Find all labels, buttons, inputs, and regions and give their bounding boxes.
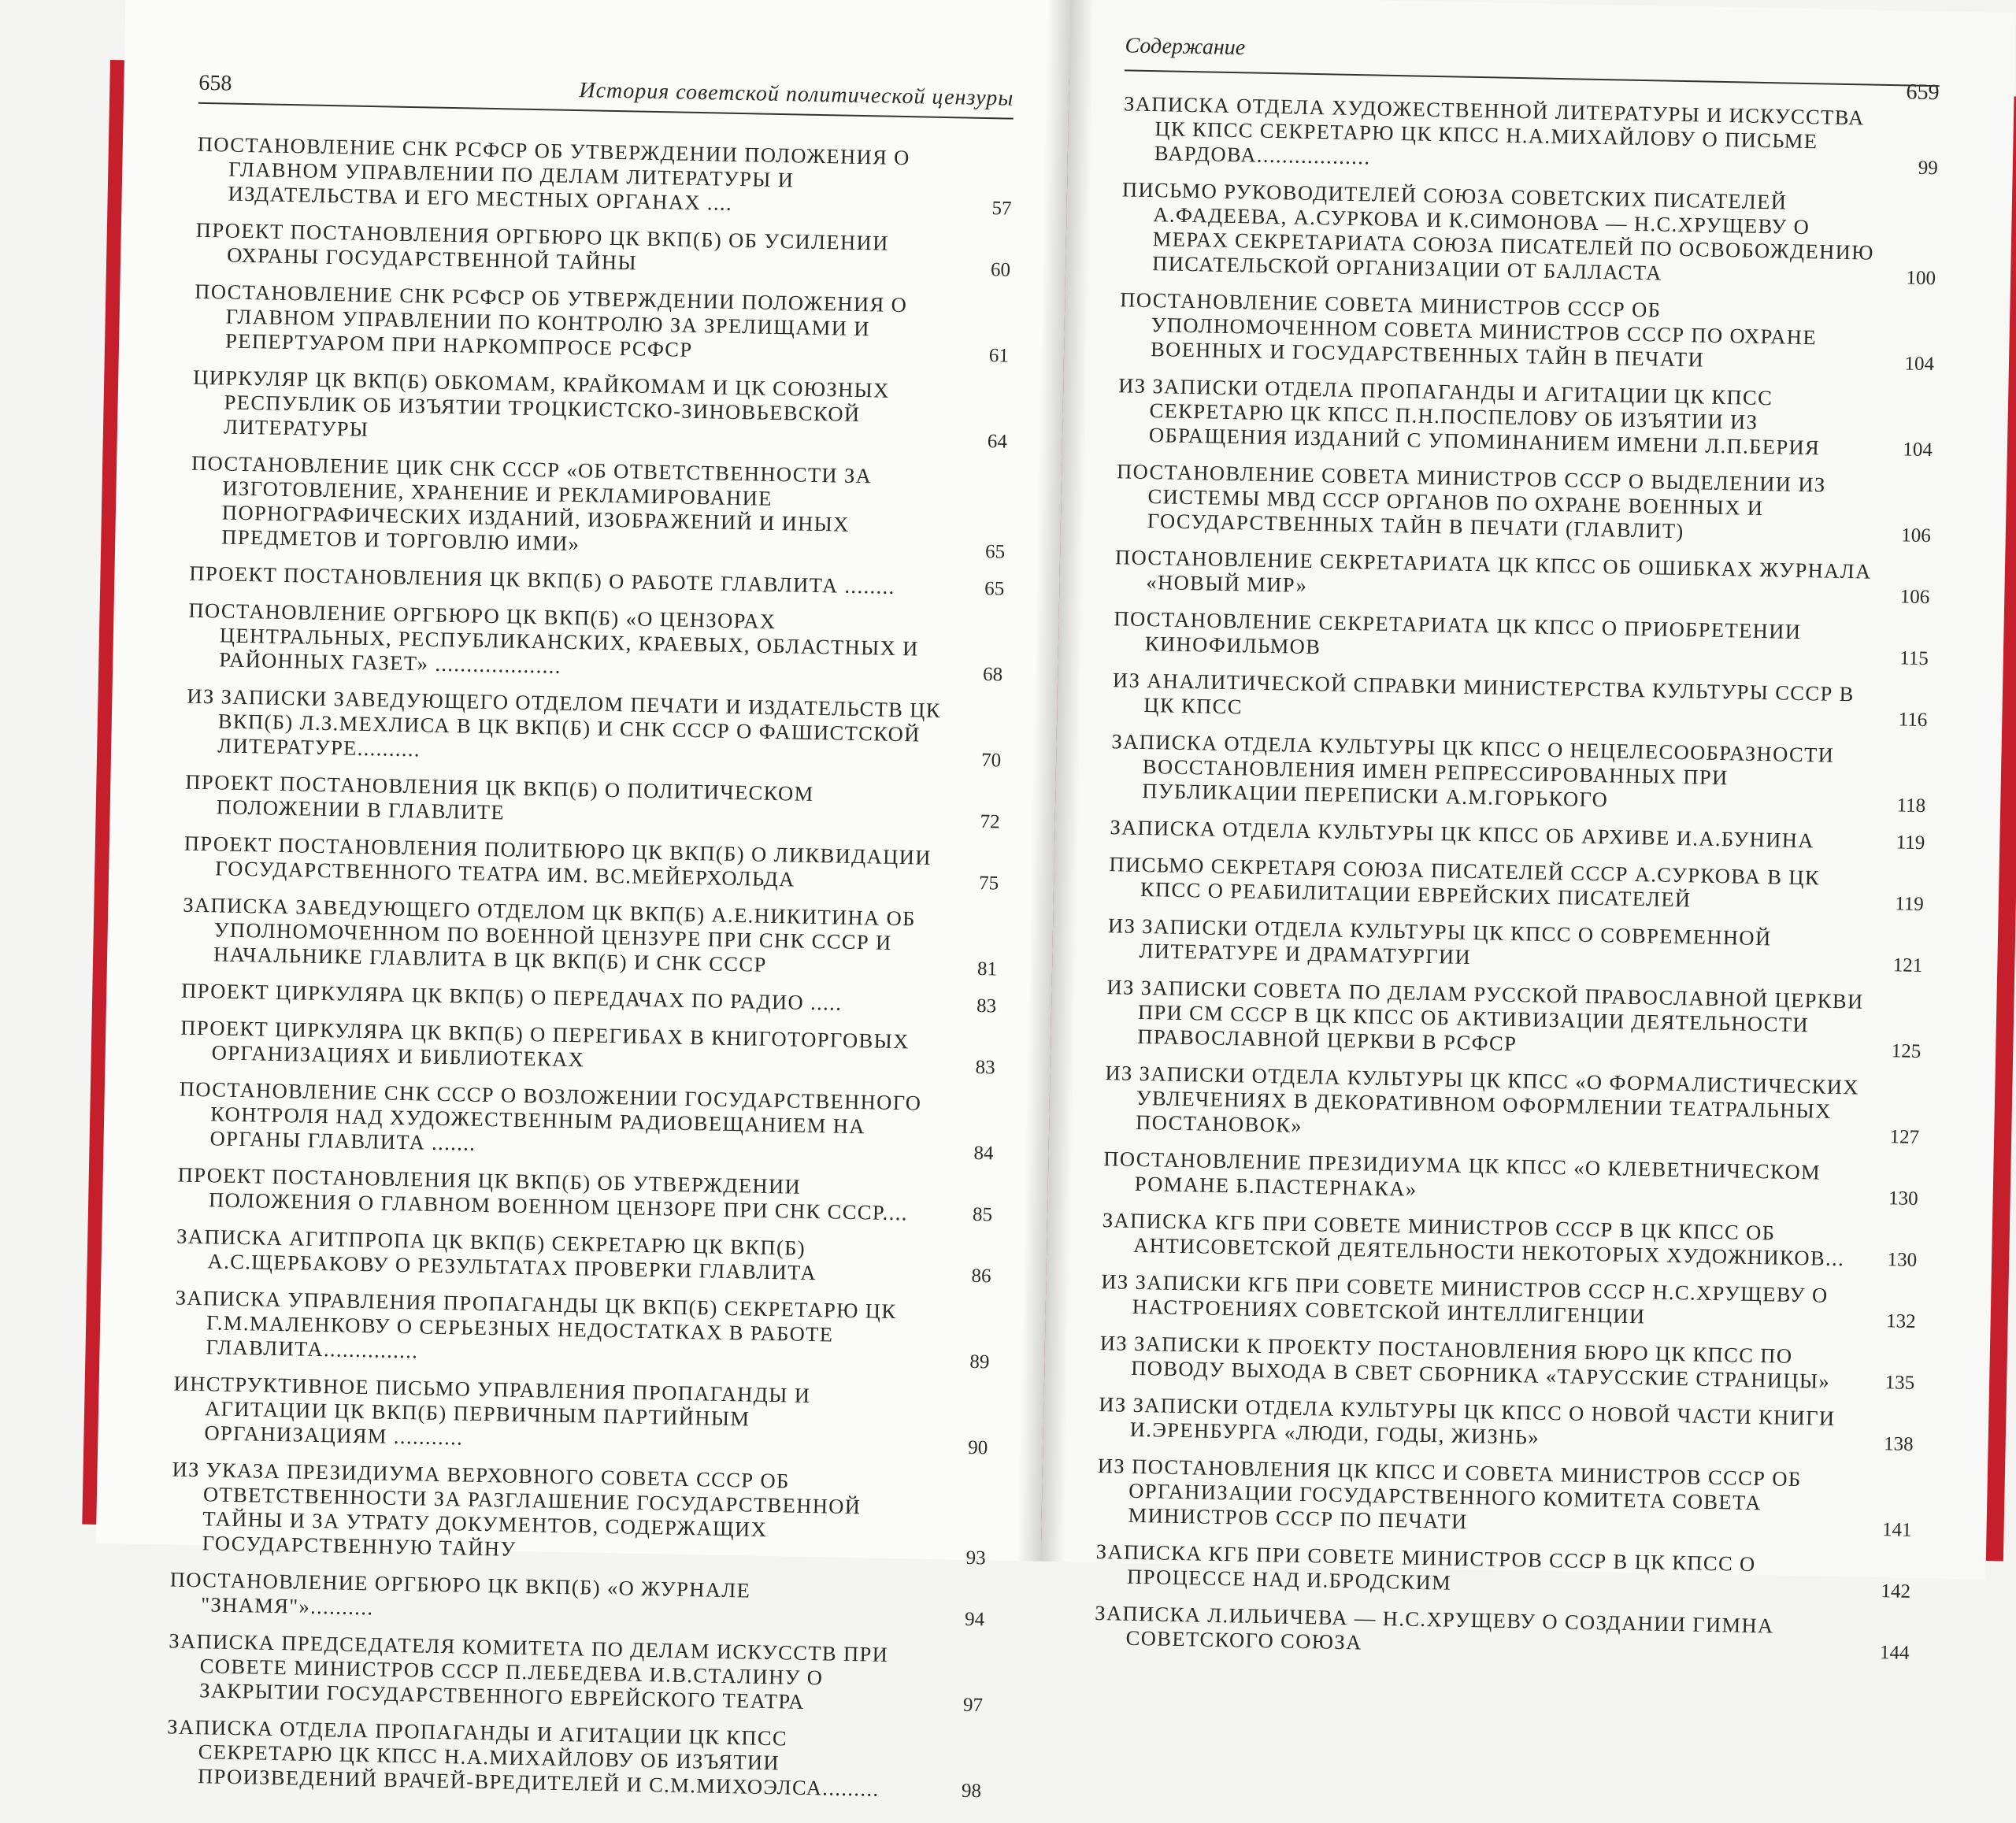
left-running-head xyxy=(198,71,1014,120)
toc-entry xyxy=(181,979,996,1019)
right-page-number: 659 xyxy=(1906,80,1940,106)
toc-entry xyxy=(183,832,999,896)
toc-entry-title: ПРОЕКТ ЦИРКУЛЯРА ЦК ВКП(Б) О ПЕРЕГИБАХ В КНИГОТОРГОВЫХ ОРГАНИЗАЦИЯХ И БИБЛИОТЕКАХ xyxy=(180,1015,910,1072)
toc-entry-title: ПОСТАНОВЛЕНИЕ ЦИК СНК СССР «ОБ ОТВЕТСТВЕННОСТИ ЗА ИЗГОТОВЛЕНИЕ, ХРАНЕНИЕ И РЕКЛАМИРОВАНИЕ ПОРНОГРАФИЧЕСКИХ ИЗДАНИЙ, ИЗОБРАЖЕНИЙ И ИНЫХ ПРЕДМЕТОВ И ТОРГОВЛЮ ИМИ» xyxy=(191,450,873,556)
right-toc-list xyxy=(1094,91,1939,1666)
toc-entry-page: 60 xyxy=(990,259,1011,281)
toc-entry-page: 144 xyxy=(1879,1642,1910,1664)
toc-entry-title: ПОСТАНОВЛЕНИЕ СЕКРЕТАРИАТА ЦК КПСС ОБ ОШИБКАХ ЖУРНАЛА «НОВЫЙ МИР» xyxy=(1114,545,1872,597)
toc-entry-page: 85 xyxy=(972,1203,993,1226)
toc-entry-title: ПОСТАНОВЛЕНИЕ СНК РСФСР ОБ УТВЕРЖДЕНИИ ПОЛОЖЕНИЯ О ГЛАВНОМ УПРАВЛЕНИИ ПО КОНТРОЛЮ ЗА ЗРЕЛИЩАМИ И РЕПЕРТУАРОМ ПРИ НАРКОМПРОСЕ РСФСР xyxy=(195,279,908,361)
toc-entry xyxy=(166,1714,983,1803)
toc-entry-page: 106 xyxy=(1899,586,1930,609)
toc-entry-title: ПРОЕКТ ПОСТАНОВЛЕНИЯ ОРГБЮРО ЦК ВКП(Б) ОБ УСИЛЕНИИ ОХРАНЫ ГОСУДАРСТВЕННОЙ ТАЙНЫ xyxy=(195,217,889,275)
toc-entry xyxy=(1117,373,1934,462)
toc-entry xyxy=(172,1371,989,1460)
book-spread xyxy=(96,0,2016,1803)
toc-entry-page: 75 xyxy=(978,873,999,895)
toc-entry xyxy=(1121,177,1937,291)
toc-entry-title: ИЗ УКАЗА ПРЕЗИДИУМА ВЕРХОВНОГО СОВЕТА СССР ОБ ОТВЕТСТВЕННОСТИ ЗА РАЗГЛАШЕНИЕ ГОСУДАРСТВЕННОЙ ТАЙНЫ И ЗА УТРАТУ ДОКУМЕНТОВ, СОДЕРЖАЩИХ ГОСУДАРСТВЕННУЮ ТАЙНУ xyxy=(172,1457,862,1561)
toc-entry-page: 104 xyxy=(1904,353,1935,376)
toc-entry-title: ПОСТАНОВЛЕНИЕ ОРГБЮРО ЦК ВКП(Б) «О ЖУРНАЛЕ "ЗНАМЯ"».......... xyxy=(169,1567,751,1620)
toc-entry-title: ИЗ ЗАПИСКИ КГБ ПРИ СОВЕТЕ МИНИСТРОВ СССР Н.С.ХРУЩЕВУ О НАСТРОЕНИЯХ СОВЕТСКОЙ ИНТЕЛЛИГЕНЦИИ xyxy=(1101,1269,1829,1328)
left-toc-list xyxy=(166,132,1013,1803)
toc-entry-title: ПРОЕКТ ПОСТАНОВЛЕНИЯ ЦК ВКП(Б) О ПОЛИТИЧЕСКОМ ПОЛОЖЕНИИ В ГЛАВЛИТЕ xyxy=(185,769,814,824)
toc-entry-page: 84 xyxy=(973,1142,994,1165)
toc-entry-page: 86 xyxy=(971,1265,991,1288)
toc-entry-page: 81 xyxy=(976,958,998,980)
toc-entry xyxy=(1110,815,1925,855)
toc-entry xyxy=(1099,1331,1915,1395)
toc-entry xyxy=(1096,1454,1913,1543)
toc-entry xyxy=(1107,913,1923,978)
toc-entry xyxy=(168,1628,984,1717)
toc-entry-page: 141 xyxy=(1881,1519,1912,1541)
toc-entry-title: ИЗ ЗАПИСКИ СОВЕТА ПО ДЕЛАМ РУССКОЙ ПРАВОСЛАВНОЙ ЦЕРКВИ ПРИ СМ СССР В ЦК КПСС ОБ АКТИВИЗАЦИИ ДЕЯТЕЛЬНОСТИ ПРАВОСЛАВНОЙ ЦЕРКВИ В РСФСР xyxy=(1106,975,1864,1056)
toc-entry-page: 119 xyxy=(1894,893,1925,916)
toc-entry xyxy=(169,1567,985,1632)
toc-entry-page: 116 xyxy=(1898,709,1928,732)
toc-entry-title: ПРОЕКТ ПОСТАНОВЛЕНИЯ ПОЛИТБЮРО ЦК ВКП(Б) О ЛИКВИДАЦИИ ГОСУДАРСТВЕННОГО ТЕАТРА ИМ. ВС.МЕЙЕРХОЛЬДА xyxy=(183,831,932,891)
toc-entry-page: 98 xyxy=(961,1780,982,1803)
toc-entry xyxy=(186,684,1002,773)
toc-entry xyxy=(1101,1269,1917,1334)
toc-entry-title: ЗАПИСКА КГБ ПРИ СОВЕТЕ МИНИСТРОВ СССР В ЦК КПСС ОБ АНТИСОВЕТСКОЙ ДЕЯТЕЛЬНОСТИ НЕКОТОРЫХ ХУДОЖНИКОВ... xyxy=(1102,1208,1845,1271)
toc-entry-title: ПОСТАНОВЛЕНИЕ СОВЕТА МИНИСТРОВ СССР О ВЫДЕЛЕНИИ ИЗ СИСТЕМЫ МВД СССР ОРГАНОВ ПО ОХРАНЕ ВОЕННЫХ И ГОСУДАРСТВЕННЫХ ТАЙН В ПЕЧАТИ (ГЛАВЛИТ) xyxy=(1116,459,1826,543)
toc-entry-title: ИЗ ЗАПИСКИ ЗАВЕДУЮЩЕГО ОТДЕЛОМ ПЕЧАТИ И ИЗДАТЕЛЬСТВ ЦК ВКП(Б) Л.З.МЕХЛИСА В ЦК ВКП(Б) И СНК СССР О ФАШИСТСКОЙ ЛИТЕРАТУРЕ.......... xyxy=(187,684,942,761)
left-page-number: 658 xyxy=(198,70,232,96)
toc-entry xyxy=(1114,545,1930,610)
toc-entry-page: 130 xyxy=(1887,1249,1918,1271)
toc-entry-page: 83 xyxy=(976,995,997,1017)
toc-entry xyxy=(171,1457,988,1570)
toc-entry xyxy=(1112,668,1928,732)
toc-entry-page: 115 xyxy=(1899,647,1929,670)
toc-entry-title: ЗАПИСКА ЗАВЕДУЮЩЕГО ОТДЕЛОМ ЦК ВКП(Б) А.Е.НИКИТИНА ОБ УПОЛНОМОЧЕННОМ ПО ВОЕННОЙ ЦЕНЗУРЕ ПРИ СНК СССР И НАЧАЛЬНИКЕ ГЛАВЛИТА В ЦК ВКП(Б) И СНК СССР xyxy=(183,892,917,976)
toc-entry-title: ИЗ ЗАПИСКИ ОТДЕЛА КУЛЬТУРЫ ЦК КПСС О СОВРЕМЕННОЙ ЛИТЕРАТУРЕ И ДРАМАТУРГИИ xyxy=(1107,913,1772,969)
toc-entry xyxy=(195,218,1011,283)
toc-entry-title: ПРОЕКТ ЦИРКУЛЯРА ЦК ВКП(Б) О ПЕРЕДАЧАХ ПО РАДИО ..... xyxy=(181,978,843,1015)
toc-entry-title: ИЗ АНАЛИТИЧЕСКОЙ СПРАВКИ МИНИСТЕРСТВА КУЛЬТУРЫ СССР В ЦК КПСС xyxy=(1112,668,1855,719)
toc-entry-title: ПИСЬМО СЕКРЕТАРЯ СОЮЗА ПИСАТЕЛЕЙ СССР А.СУРКОВА В ЦК КПСС О РЕАБИЛИТАЦИИ ЕВРЕЙСКИХ ПИСАТЕЛЕЙ xyxy=(1109,852,1821,912)
toc-entry-page: 130 xyxy=(1888,1188,1918,1210)
toc-entry xyxy=(194,280,1010,369)
toc-entry xyxy=(174,1286,991,1375)
toc-entry xyxy=(178,1077,995,1166)
toc-entry xyxy=(177,1163,993,1228)
toc-entry xyxy=(1104,1061,1921,1150)
toc-entry-page: 65 xyxy=(984,541,1006,563)
toc-entry-title: ЗАПИСКА УПРАВЛЕНИЯ ПРОПАГАНДЫ ЦК ВКП(Б) СЕКРЕТАРЮ ЦК Г.М.МАЛЕНКОВУ О СЕРЬЕЗНЫХ НЕДОСТАТКАХ В РАБОТЕ ГЛАВЛИТА............... xyxy=(175,1285,897,1363)
toc-entry-page: 125 xyxy=(1891,1040,1922,1063)
toc-entry-title: ПОСТАНОВЛЕНИЕ СНК РСФСР ОБ УТВЕРЖДЕНИИ ПОЛОЖЕНИЯ О ГЛАВНОМ УПРАВЛЕНИИ ПО ДЕЛАМ ЛИТЕРАТУРЫ И ИЗДАТЕЛЬСТВА И ЕГО МЕСТНЫХ ОРГАНАХ .... xyxy=(197,132,911,215)
toc-entry xyxy=(1116,459,1933,548)
toc-entry xyxy=(1119,287,1936,376)
toc-entry xyxy=(1099,1392,1914,1457)
toc-entry xyxy=(187,598,1004,687)
left-page xyxy=(96,0,1071,1803)
toc-entry-title: ПОСТАНОВЛЕНИЕ СОВЕТА МИНИСТРОВ СССР ОБ УПОЛНОМОЧЕННОМ СОВЕТА МИНИСТРОВ СССР ПО ОХРАНЕ ВОЕННЫХ И ГОСУДАРСТВЕННЫХ ТАЙН В ПЕЧАТИ xyxy=(1120,287,1818,372)
toc-entry-page: 65 xyxy=(984,578,1005,600)
toc-entry xyxy=(184,770,1000,835)
toc-entry-page: 90 xyxy=(968,1436,988,1459)
toc-entry-title: ЗАПИСКА ПРЕДСЕДАТЕЛЯ КОМИТЕТА ПО ДЕЛАМ ИСКУССТВ ПРИ СОВЕТЕ МИНИСТРОВ СССР П.ЛЕБЕДЕВА И.В.СТАЛИНУ О ЗАКРЫТИИ ГОСУДАРСТВЕННОГО ЕВРЕЙСКОГО ТЕАТРА xyxy=(169,1628,889,1714)
section-title: Содержание xyxy=(1125,33,1246,61)
right-page xyxy=(1041,0,2016,1664)
toc-entry-page: 135 xyxy=(1884,1372,1915,1394)
toc-entry-page: 104 xyxy=(1903,439,1933,461)
toc-entry-page: 57 xyxy=(991,198,1012,220)
toc-entry xyxy=(189,561,1004,602)
toc-entry-title: ИЗ ЗАПИСКИ ОТДЕЛА КУЛЬТУРЫ ЦК КПСС «О ФОРМАЛИСТИЧЕСКИХ УВЛЕЧЕНИЯХ В ДЕКОРАТИВНОМ ОФОРМЛЕНИИ ТЕАТРАЛЬНЫХ ПОСТАНОВОК» xyxy=(1105,1061,1860,1137)
toc-entry-page: 106 xyxy=(1901,524,1932,547)
toc-entry-title: ЗАПИСКА ОТДЕЛА КУЛЬТУРЫ ЦК КПСС ОБ АРХИВЕ И.А.БУНИНА xyxy=(1110,815,1815,853)
toc-entry-title: ПИСЬМО РУКОВОДИТЕЛЕЙ СОЮЗА СОВЕТСКИХ ПИСАТЕЛЕЙ А.ФАДЕЕВА, А.СУРКОВА И К.СИМОНОВА — Н.С.ХРУЩЕВУ О МЕРАХ СЕКРЕТАРИАТА СОЮЗА ПИСАТЕЛЕЙ ПО ОСВОБОЖДЕНИЮ ПИСАТЕЛЬСКОЙ ОРГАНИЗАЦИИ ОТ БАЛЛАСТА xyxy=(1121,177,1875,285)
toc-entry-page: 89 xyxy=(969,1351,990,1373)
toc-entry xyxy=(182,893,999,982)
toc-entry-title: ЗАПИСКА АГИТПРОПА ЦК ВКП(Б) СЕКРЕТАРЮ ЦК ВКП(Б) А.С.ЩЕРБАКОВУ О РЕЗУЛЬТАТАХ ПРОВЕРКИ ГЛАВЛИТА xyxy=(176,1224,817,1285)
toc-entry xyxy=(180,1016,995,1080)
toc-entry-title: ЗАПИСКА ОТДЕЛА КУЛЬТУРЫ ЦК КПСС О НЕЦЕЛЕСООБРАЗНОСТИ ВОССТАНОВЛЕНИЯ ИМЕН РЕПРЕССИРОВАННЫХ ПРИ ПУБЛИКАЦИИ ПЕРЕПИСКИ А.М.ГОРЬКОГО xyxy=(1111,729,1835,812)
toc-entry-page: 119 xyxy=(1896,832,1925,854)
toc-entry-title: ИНСТРУКТИВНОЕ ПИСЬМО УПРАВЛЕНИЯ ПРОПАГАНДЫ И АГИТАЦИИ ЦК ВКП(Б) ПЕРВИЧНЫМ ПАРТИЙНЫМ ОРГАНИЗАЦИЯМ ........... xyxy=(173,1371,811,1450)
toc-entry xyxy=(192,365,1009,454)
toc-entry-page: 121 xyxy=(1892,954,1923,977)
toc-entry-page: 118 xyxy=(1896,795,1926,817)
toc-entry-page: 132 xyxy=(1885,1310,1916,1332)
toc-entry xyxy=(1103,1147,1919,1211)
toc-entry-page: 127 xyxy=(1889,1126,1920,1148)
toc-entry xyxy=(1110,729,1927,818)
toc-entry-title: ЗАПИСКА Л.ИЛЬИЧЕВА — Н.С.ХРУЩЕВУ О СОЗДАНИИ ГИМНА СОВЕТСКОГО СОЮЗА xyxy=(1095,1601,1774,1654)
toc-entry-title: ПОСТАНОВЛЕНИЕ СЕКРЕТАРИАТА ЦК КПСС О ПРИОБРЕТЕНИИ КИНОФИЛЬМОВ xyxy=(1114,606,1802,659)
toc-entry xyxy=(1109,852,1925,917)
toc-entry-page: 142 xyxy=(1881,1580,1911,1603)
toc-entry-title: ЗАПИСКА ОТДЕЛА ХУДОЖЕСТВЕННОЙ ЛИТЕРАТУРЫ И ИСКУССТВА ЦК КПСС СЕКРЕТАРЮ ЦК КПСС Н.А.МИХАЙЛОВУ О ПИСЬМЕ ВАРДОВА.................. xyxy=(1123,91,1866,169)
toc-entry xyxy=(1123,91,1940,180)
toc-entry-title: ПРОЕКТ ПОСТАНОВЛЕНИЯ ЦК ВКП(Б) ОБ УТВЕРЖДЕНИИ ПОЛОЖЕНИЯ О ГЛАВНОМ ВОЕННОМ ЦЕНЗОРЕ ПРИ СНК СССР.... xyxy=(177,1162,909,1225)
toc-entry-page: 72 xyxy=(980,811,1000,833)
toc-entry-title: ИЗ ЗАПИСКИ ОТДЕЛА ПРОПАГАНДЫ И АГИТАЦИИ ЦК КПСС СЕКРЕТАРЮ ЦК КПСС П.Н.ПОСПЕЛОВУ ОБ ИЗЪЯТИИ ИЗ ОБРАЩЕНИЯ ИЗДАНИЙ С УПОМИНАНИЕМ ИМЕНИ Л.П.БЕРИЯ xyxy=(1117,373,1821,460)
toc-entry-page: 138 xyxy=(1883,1433,1914,1455)
toc-entry xyxy=(1095,1540,1911,1604)
toc-entry-page: 64 xyxy=(987,431,1008,453)
toc-entry-page: 99 xyxy=(1918,157,1939,180)
toc-entry xyxy=(196,132,1013,221)
toc-entry-title: ЗАПИСКА ОТДЕЛА ПРОПАГАНДЫ И АГИТАЦИИ ЦК КПСС СЕКРЕТАРЮ ЦК КПСС Н.А.МИХАЙЛОВУ ОБ ИЗЪЯТИИ ПРОИЗВЕДЕНИЙ ВРАЧЕЙ-ВРЕДИТЕЛЕЙ И С.М.МИХОЭЛСА......... xyxy=(167,1714,880,1801)
toc-entry-title: ПОСТАНОВЛЕНИЕ СНК СССР О ВОЗЛОЖЕНИИ ГОСУДАРСТВЕННОГО КОНТРОЛЯ НАД ХУДОЖЕСТВЕННЫМ РАДИОВЕЩАНИЕМ НА ОРГАНЫ ГЛАВЛИТА ....... xyxy=(179,1076,922,1155)
toc-entry-page: 93 xyxy=(965,1547,986,1569)
toc-entry-page: 61 xyxy=(988,345,1010,367)
toc-entry xyxy=(1106,975,1922,1064)
toc-entry xyxy=(1094,1601,1910,1666)
toc-entry-title: ИЗ ЗАПИСКИ ОТДЕЛА КУЛЬТУРЫ ЦК КПСС О НОВОЙ ЧАСТИ КНИГИ И.ЭРЕНБУРГА «ЛЮДИ, ГОДЫ, ЖИЗНЬ» xyxy=(1099,1392,1836,1449)
toc-entry-page: 97 xyxy=(962,1694,984,1717)
toc-entry-title: ПОСТАНОВЛЕНИЕ ОРГБЮРО ЦК ВКП(Б) «О ЦЕНЗОРАХ ЦЕНТРАЛЬНЫХ, РЕСПУБЛИКАНСКИХ, КРАЕВЫХ, ОБЛАСТНЫХ И РАЙОННЫХ ГАЗЕТ» .................... xyxy=(188,598,920,678)
toc-entry-page: 94 xyxy=(964,1608,985,1631)
toc-entry-title: ЗАПИСКА КГБ ПРИ СОВЕТЕ МИНИСТРОВ СССР В ЦК КПСС О ПРОЦЕССЕ НАД И.БРОДСКИМ xyxy=(1095,1540,1756,1595)
toc-entry-page: 70 xyxy=(980,750,1002,772)
toc-entry xyxy=(176,1225,991,1289)
toc-entry-page: 83 xyxy=(975,1056,995,1079)
toc-entry xyxy=(190,451,1006,565)
toc-entry-title: ИЗ ЗАПИСКИ К ПРОЕКТУ ПОСТАНОВЛЕНИЯ БЮРО ЦК КПСС ПО ПОВОДУ ВЫХОДА В СВЕТ СБОРНИКА «ТАРУССКИЕ СТРАНИЦЫ» xyxy=(1099,1331,1831,1393)
toc-entry-page: 100 xyxy=(1906,267,1936,290)
toc-entry-title: ПРОЕКТ ПОСТАНОВЛЕНИЯ ЦК ВКП(Б) О РАБОТЕ ГЛАВЛИТА ........ xyxy=(189,561,896,598)
toc-entry-page: 68 xyxy=(982,664,1003,686)
toc-entry-title: ИЗ ПОСТАНОВЛЕНИЯ ЦК КПСС И СОВЕТА МИНИСТРОВ СССР ОБ ОРГАНИЗАЦИИ ГОСУДАРСТВЕННОГО КОМИТЕТА СОВЕТА МИНИСТРОВ СССР ПО ПЕЧАТИ xyxy=(1097,1454,1802,1534)
toc-entry-title: ЦИРКУЛЯР ЦК ВКП(Б) ОБКОМАМ, КРАЙКОМАМ И ЦК СОЮЗНЫХ РЕСПУБЛИК ОБ ИЗЪЯТИИ ТРОЦКИСТСКО-ЗИНОВЬЕВСКОЙ ЛИТЕРАТУРЫ xyxy=(192,365,891,442)
toc-entry-title: ПОСТАНОВЛЕНИЕ ПРЕЗИДИУМА ЦК КПСС «О КЛЕВЕТНИЧЕСКОМ РОМАНЕ Б.ПАСТЕРНАКА» xyxy=(1103,1147,1821,1201)
book-title: История советской политической цензуры xyxy=(579,78,1014,111)
toc-entry xyxy=(1102,1208,1918,1273)
toc-entry xyxy=(1114,606,1929,671)
